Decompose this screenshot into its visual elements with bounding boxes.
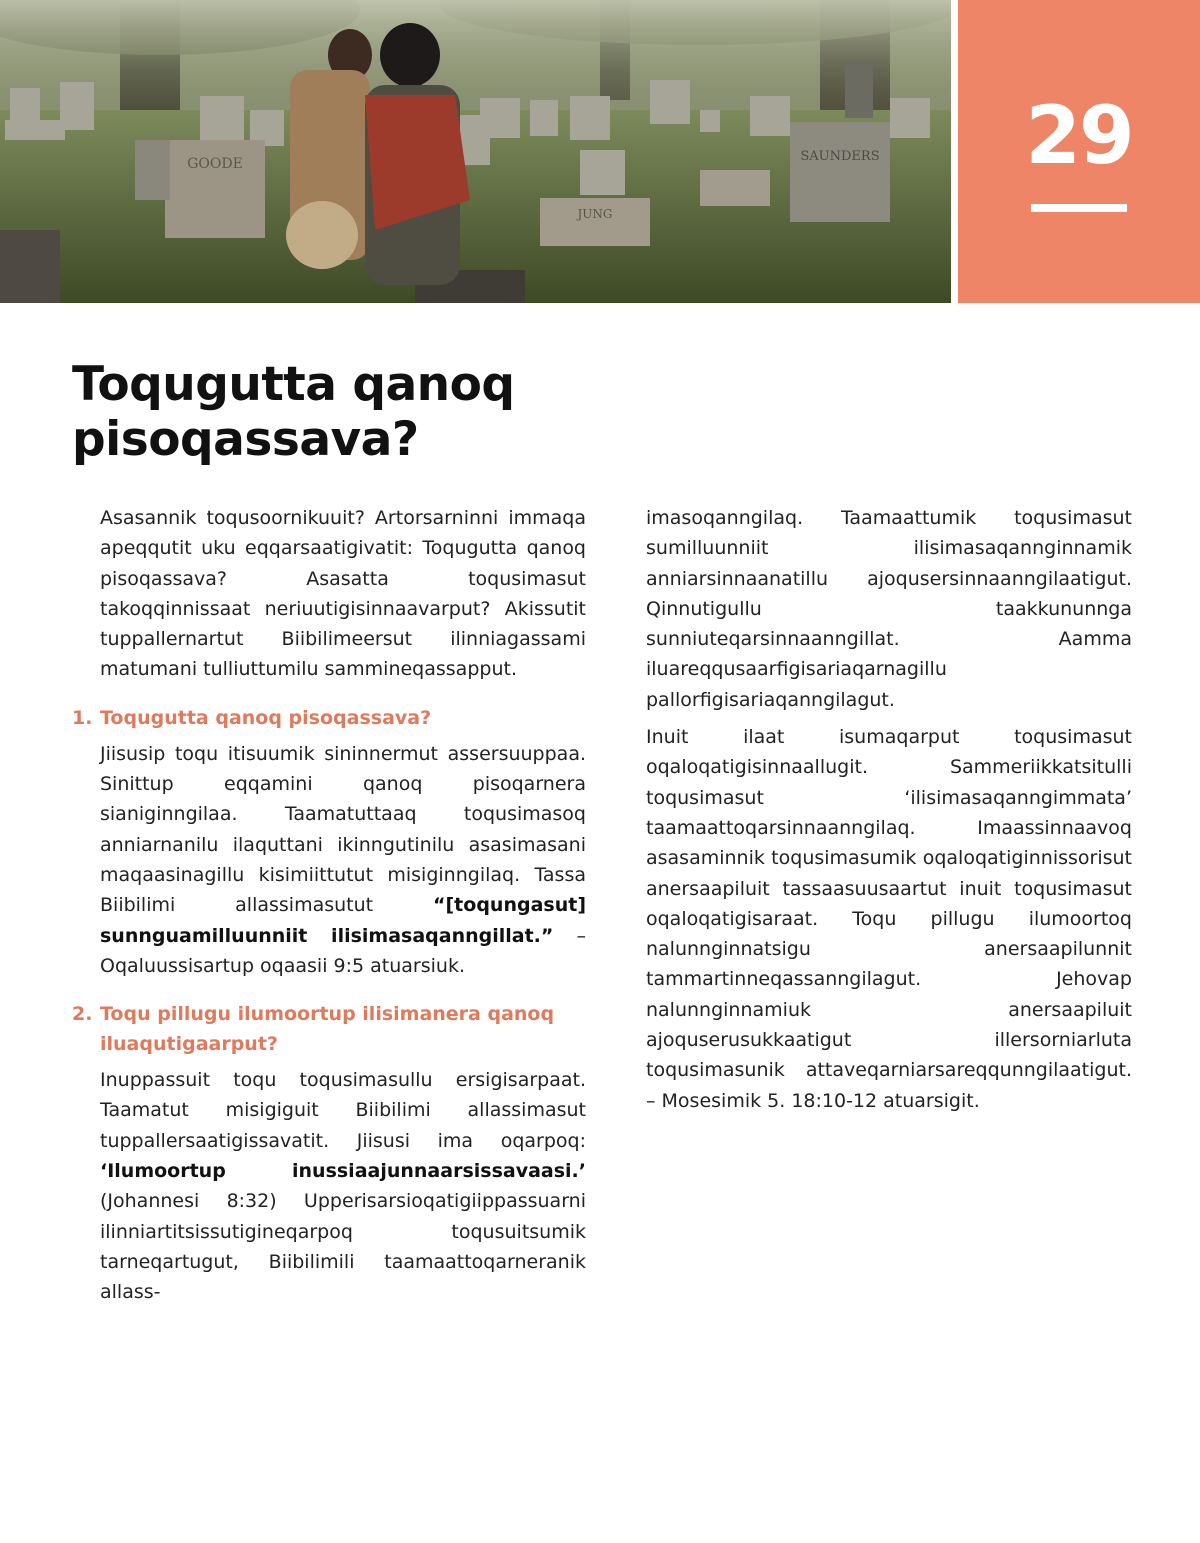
- svg-text:SAUNDERS: SAUNDERS: [800, 149, 880, 164]
- answer-paragraph-continued: imasoqanngilaq. Taamaattumik toqusimasut sumilluunniit ilisimasaqannginnamik anniarsinnaanatillu ajoqusersinnaanngilaatigut. Qinnutigullu taakkununnga sunniuteqarsinnaanngillat. Aamma iluareqqusaarfigisariaqarnagillu pallorfigisariaqanngilagut.: [646, 507, 1132, 711]
- lesson-number-underline: [1031, 204, 1127, 212]
- svg-text:JUNG: JUNG: [577, 207, 613, 221]
- jung-headstone: [540, 198, 650, 246]
- answer-paragraph: Inuppassuit toqu toqusimasullu ersigisarpaat. Taamatut misigiguit Biibilimi allassimasut tuppallersaatigissavatit. Jiisusi ima oqarpoq: ‘Ilumoortup inussiaajunnaarsissavaasi.’ (Johannesi 8:32) Upperisarsioqatigiippassuarni ilinniartitsissutigineqarpoq toqusuitsumik tarneqartugut, Biibilimili taamaattoqarneranik allass-: [100, 1069, 586, 1304]
- question-text: Toqugutta qanoq pisoqassava?: [100, 706, 432, 729]
- lesson-number-box: [958, 0, 1200, 303]
- right-column: [646, 503, 1132, 1123]
- scripture-quote: “[toqungasut] sunnguamilluunniit ilisimasaqanngillat.”: [100, 894, 586, 947]
- question-heading-2: [72, 999, 586, 1059]
- goode-headstone: [165, 140, 265, 238]
- header-divider: [951, 0, 958, 303]
- question-heading-1: [72, 703, 586, 733]
- cemetery-illustration: [0, 0, 951, 303]
- answer-paragraph: Jiisusip toqu itisuumik sininnermut assersuuppaa. Sinittup eqqamini qanoq pisoqarnera sianiginngilaa. Taamatuttaaq toqusimasoq anniarnanilu ilaquttani ikinngutinilu asasimasani maqaasinagillu kisimiittutut misiginngilaq. Tassa Biibilimi allassimasutut “[toqungasut] sunnguamilluunniit ilisimasaqanngillat.” – Oqaluussisartup oqaasii 9:5 atuarsiuk.: [100, 742, 586, 977]
- question-number: 1.: [72, 706, 93, 729]
- scripture-quote: ‘Ilumoortup inussiaajunnaarsissavaasi.’: [100, 1160, 586, 1183]
- header-photo: [0, 0, 951, 303]
- left-column: [72, 503, 586, 1315]
- svg-text:GOODE: GOODE: [187, 156, 243, 172]
- answer-paragraph: Inuit ilaat isumaqarput toqusimasut oqaloqatigisinnaallugit. Sammeriikkatsitulli toqusimasut ‘ilisimasaqanngimmata’ taamaattoqarsinnaanngilaq. Imaassinnaavoq asasaminnik toqusimasumik oqaloqatiginnissorisut anersaapiluit tassaasuusaartut inuit toqusimasut oqaloqatigisaraat. Toqu pillugu ilumoortoq nalunnginnatsigu anersaapilunnit tammartinneqassanngilagut. Jehovap nalunnginnamiuk anersaapiluit ajoquserusukkaatigut illersorniarluta toqusimasunik attaveqarniarsareqqunngilaatigut. – Mosesimik 5. 18:10-12 atuarsigit.: [646, 726, 1132, 1112]
- lesson-number: 29: [1025, 89, 1133, 182]
- question-text: Toqu pillugu ilumoortup ilisimanera qanoq iluaqutigaarput?: [100, 1003, 555, 1056]
- saunders-headstone: [790, 122, 890, 222]
- question-number: 2.: [72, 1003, 93, 1026]
- page-title: Toqugutta qanoq pisoqassava?: [72, 357, 515, 467]
- intro-paragraph: Asasannik toqusoornikuuit? Artorsarninni immaqa apeqqutit uku eqqarsaatigivatit: Toqugutta qanoq pisoqassava? Asasatta toqusimasut takoqqinnissaat neriuutigisinnaavarput? Akissutit tuppallernartut Biibilimeersut ilinniagassami matumani tulliuttumilu sammineqassapput.: [100, 507, 586, 681]
